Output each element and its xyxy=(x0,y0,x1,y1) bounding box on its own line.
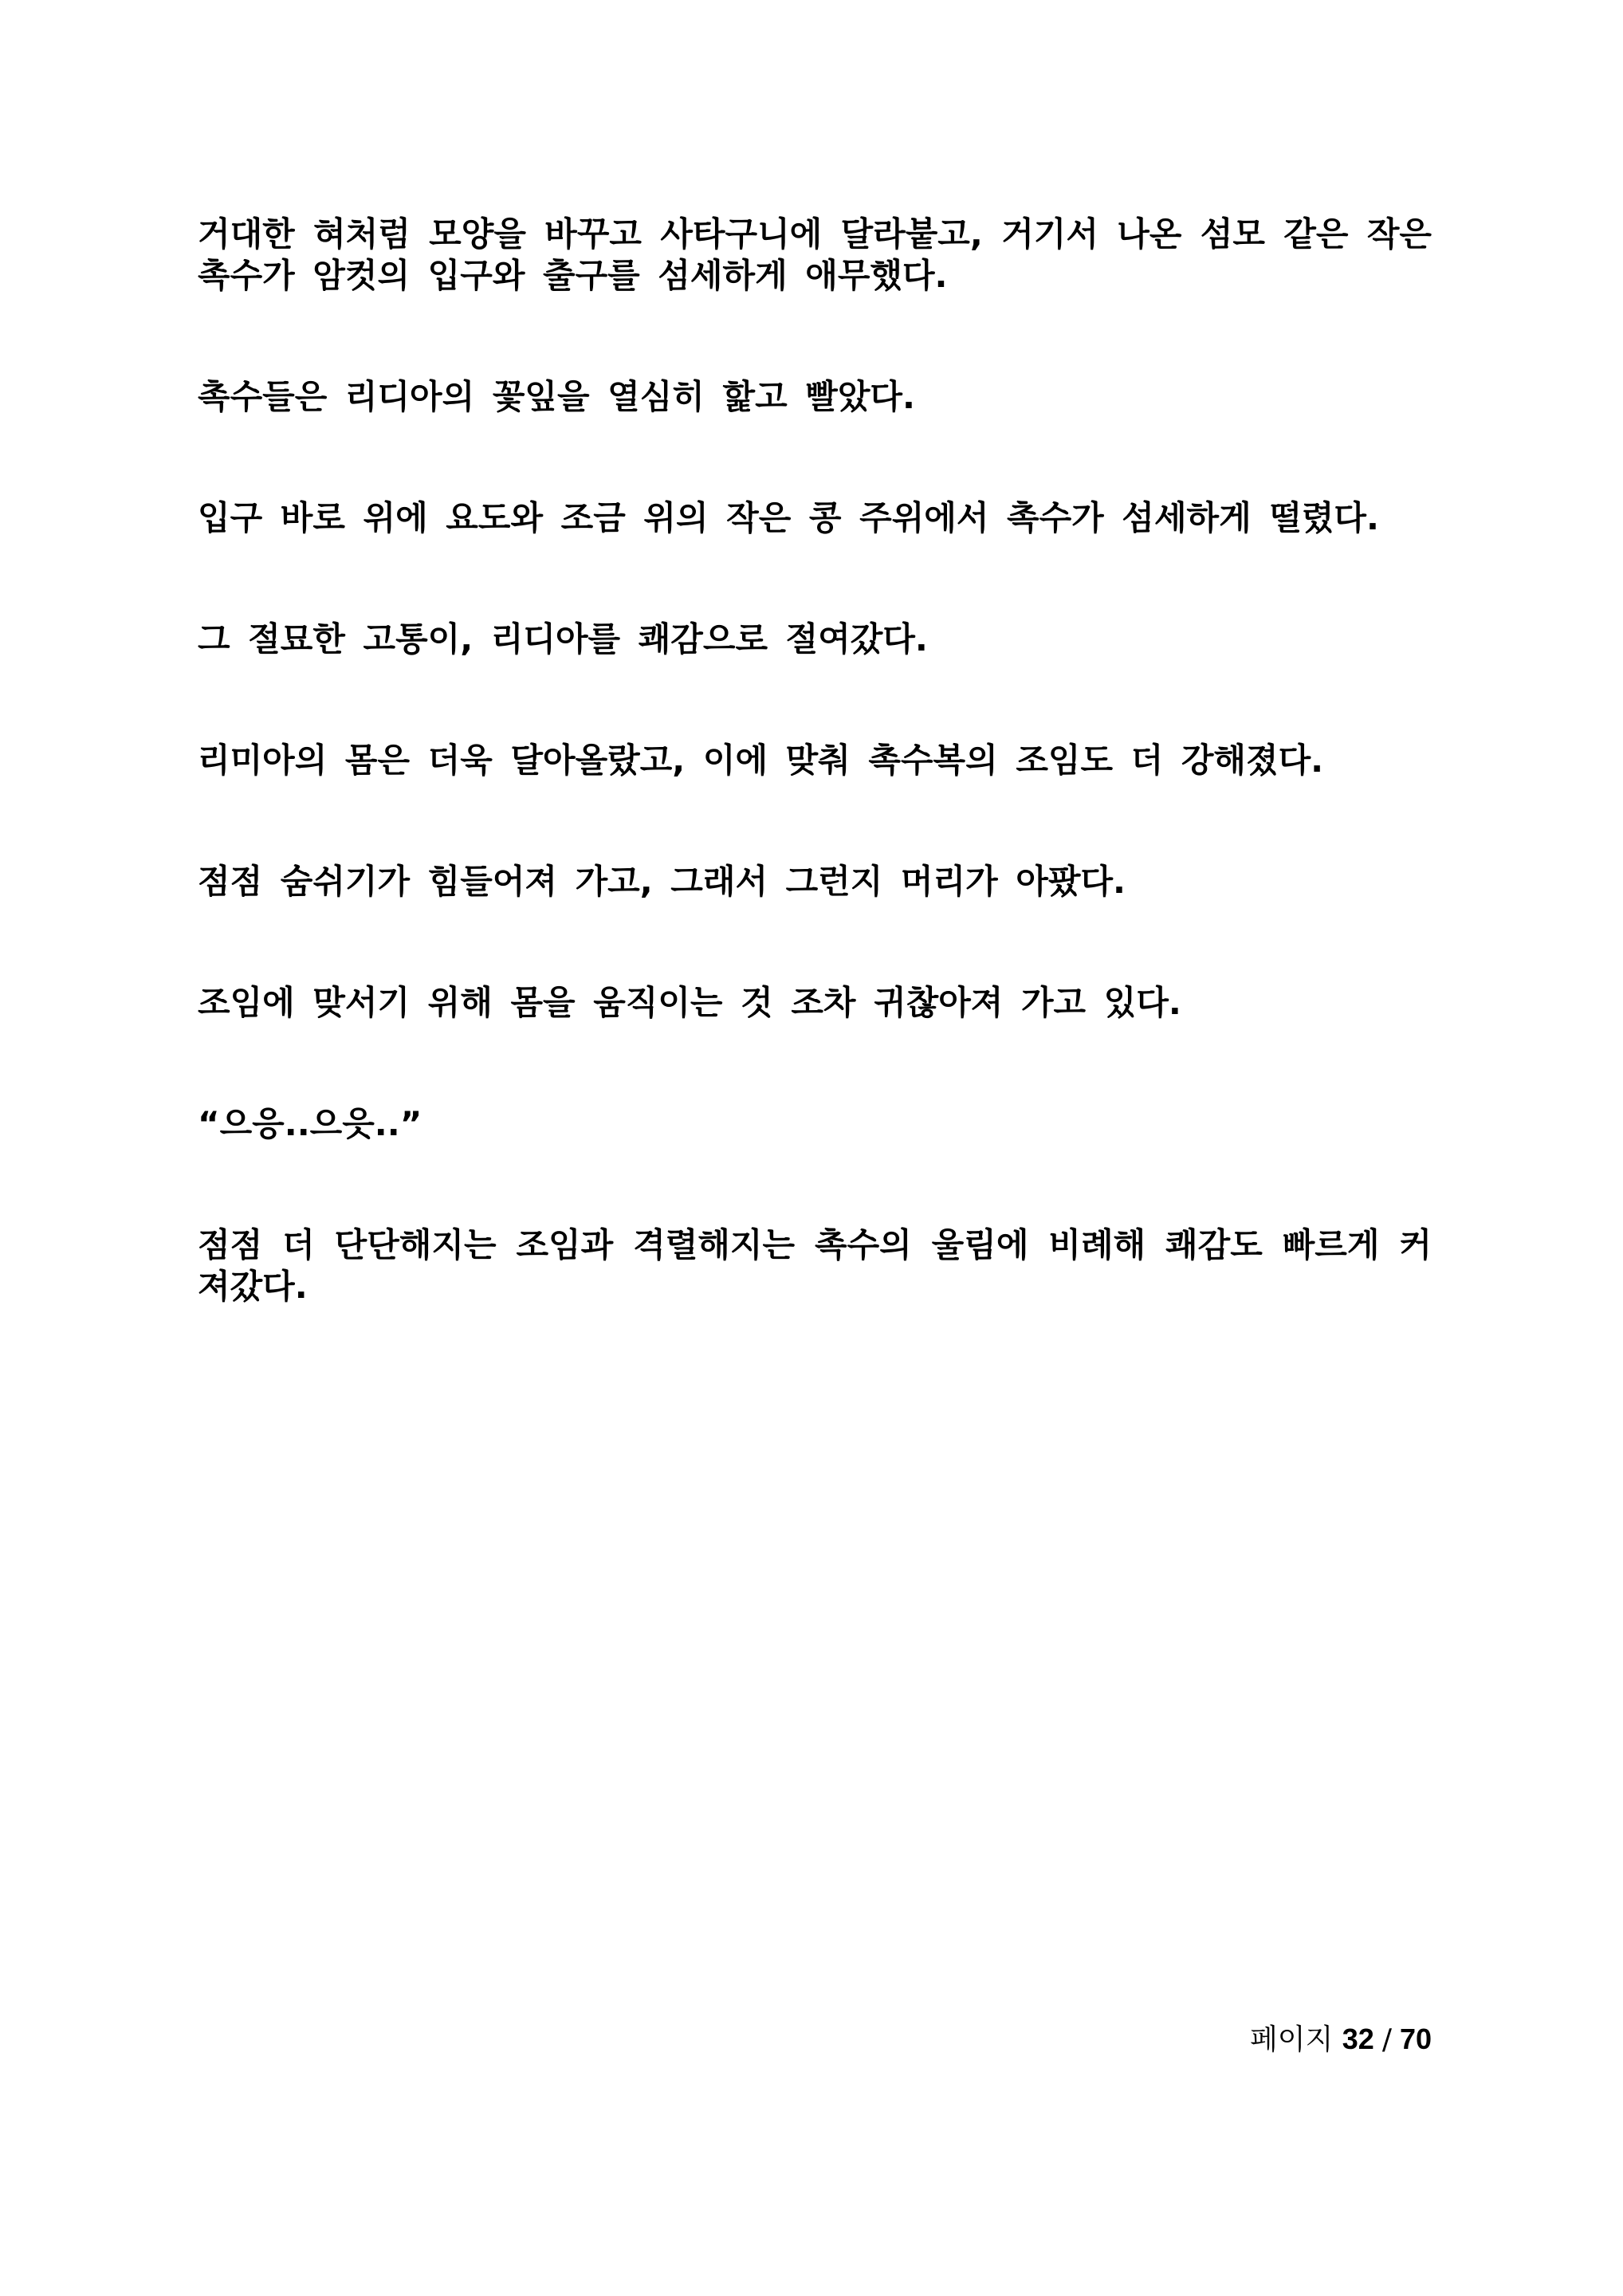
page-separator: / xyxy=(1381,2023,1392,2056)
paragraph: 점점 숨쉬기가 힘들어져 가고, 그래서 그런지 머리가 아팠다. xyxy=(198,862,1126,901)
paragraph: 점점 더 단단해지는 조임과 격렬해지는 촉수의 울림에 비례해 쾌감도 빠르게 커져갔다. xyxy=(198,1225,1432,1306)
paragraph: 입구 바로 위에 요도와 조금 위의 작은 콩 주위에서 촉수가 섬세하게 떨렸다. xyxy=(198,498,1379,537)
paragraph: 조임에 맞서기 위해 몸을 움직이는 것 조차 귀찮아져 가고 있다. xyxy=(198,983,1181,1022)
paragraph: 촉수들은 리디아의 꽃잎을 열심히 핥고 빨았다. xyxy=(198,377,915,416)
dialogue-line: “으응..으읏..” xyxy=(198,1104,422,1143)
paragraph: 거대한 혀처럼 모양을 바꾸고 사타구니에 달라붙고, 거기서 나온 섬모 같은 작은 촉수가 암컷의 입구와 출구를 섬세하게 애무했다. xyxy=(198,214,1432,295)
current-page-number: 32 xyxy=(1342,2023,1374,2055)
page-number-footer xyxy=(1250,2022,1432,2058)
paragraph: 리미아의 몸은 더욱 달아올랐고, 이에 맞춰 촉수복의 조임도 더 강해졌다. xyxy=(198,741,1324,780)
paragraph: 그 절묘한 고통이, 리디아를 쾌감으로 절여갔다. xyxy=(198,619,928,659)
total-page-count: 70 xyxy=(1399,2023,1432,2055)
body-text xyxy=(198,214,1432,1387)
page-label: 페이지 xyxy=(1249,2023,1342,2056)
